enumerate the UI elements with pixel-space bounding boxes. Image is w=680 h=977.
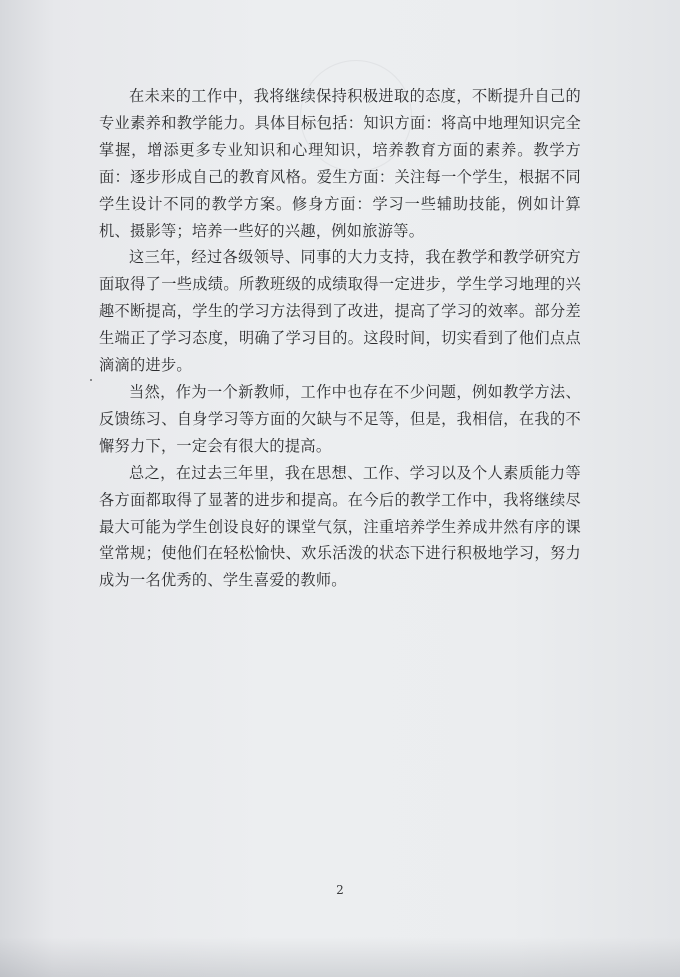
page-number: 2 (336, 883, 344, 897)
paragraph-achievements: 这三年，经过各级领导、同事的大力支持，我在教学和教学研究方面取得了一些成绩。所教班级的成绩取得一定进步，学生学习地理的兴趣不断提高，学生的学习方法得到了改进，提高了学习的效率。部分差生端正了学习态度，明确了学习目的。这段时间，切实看到了他们点点滴滴的进步。 (99, 248, 581, 375)
paragraph-problems: 当然，作为一个新教师，工作中也存在不少问题，例如教学方法、反馈练习、自身学习等方面的欠缺与不足等，但是，我相信，在我的不懈努力下，一定会有很大的提高。 (99, 382, 581, 455)
document-body (99, 83, 581, 594)
paragraph-future-goals: 在未来的工作中，我将继续保持积极进取的态度，不断提升自己的专业素养和教学能力。具体目标包括：知识方面：将高中地理知识完全掌握，增添更多专业知识和心理知识，培养教育方面的素养。教学方面：逐步形成自己的教育风格。爱生方面：关注每一个学生，根据不同学生设计不同的教学方案。修身方面：学习一些辅助技能，例如计算机、摄影等；培养一些好的兴趣，例如旅游等。 (99, 87, 581, 240)
paragraph-summary: 总之，在过去三年里，我在思想、工作、学习以及个人素质能力等各方面都取得了显著的进步和提高。在今后的教学工作中，我将继续尽最大可能为学生创设良好的课堂气氛，注重培养学生养成井然有序的课堂常规；使他们在轻松愉快、欢乐活泼的状态下进行积极地学习，努力成为一名优秀的、学生喜爱的教师。 (99, 463, 581, 590)
paper-speck (90, 379, 92, 381)
